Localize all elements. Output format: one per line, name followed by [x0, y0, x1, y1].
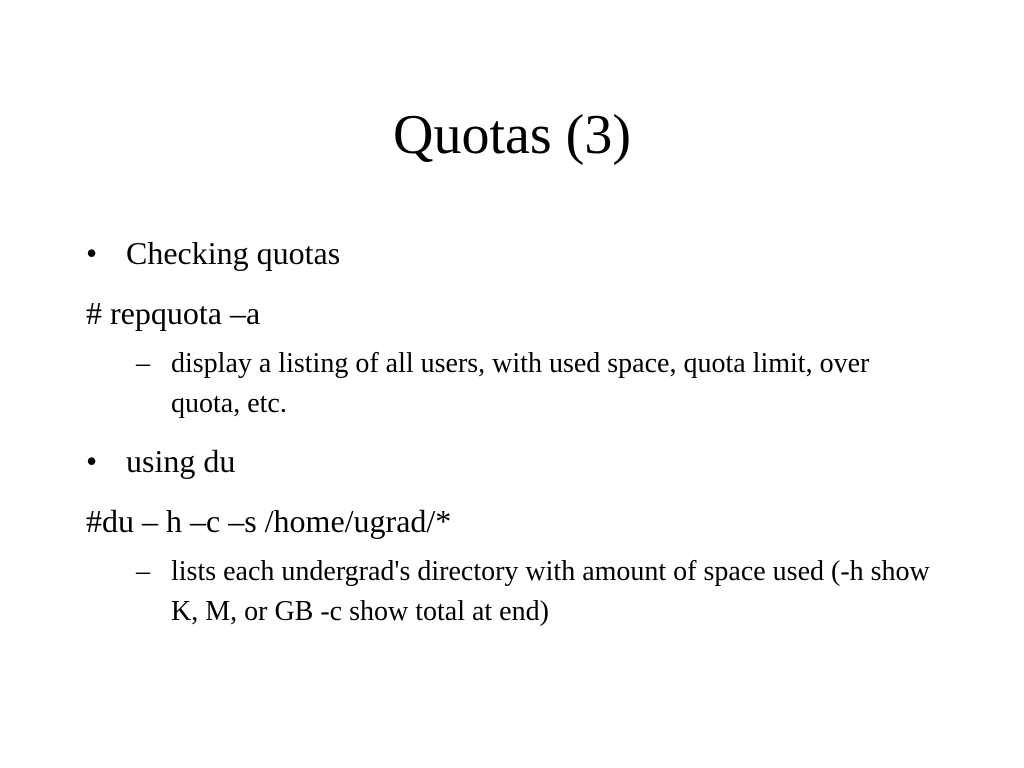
dash-icon: – — [136, 556, 150, 587]
command-repquota: # repquota –a — [86, 295, 261, 331]
bullet-item-using-du — [86, 438, 936, 484]
slide-content — [86, 230, 936, 646]
bullet-item-checking-quotas — [86, 230, 936, 276]
command-du: #du – h –c –s /home/ugrad/* — [86, 503, 452, 539]
dash-icon: – — [136, 348, 150, 379]
bullet-icon: • — [86, 235, 98, 271]
bullet-text: using du — [126, 443, 236, 479]
sub-item-text: display a listing of all users, with used space, quota limit, over quota, etc. — [171, 348, 870, 419]
bullet-text: Checking quotas — [126, 235, 341, 271]
slide-title: Quotas (3) — [393, 104, 631, 166]
bullet-icon: • — [86, 443, 98, 479]
sub-item-du-desc — [136, 552, 936, 632]
sub-item-text: lists each undergrad's directory with amount of space used (-h show K, M, or GB -c show total at end) — [171, 556, 930, 627]
sub-item-repquota-desc — [136, 344, 936, 424]
